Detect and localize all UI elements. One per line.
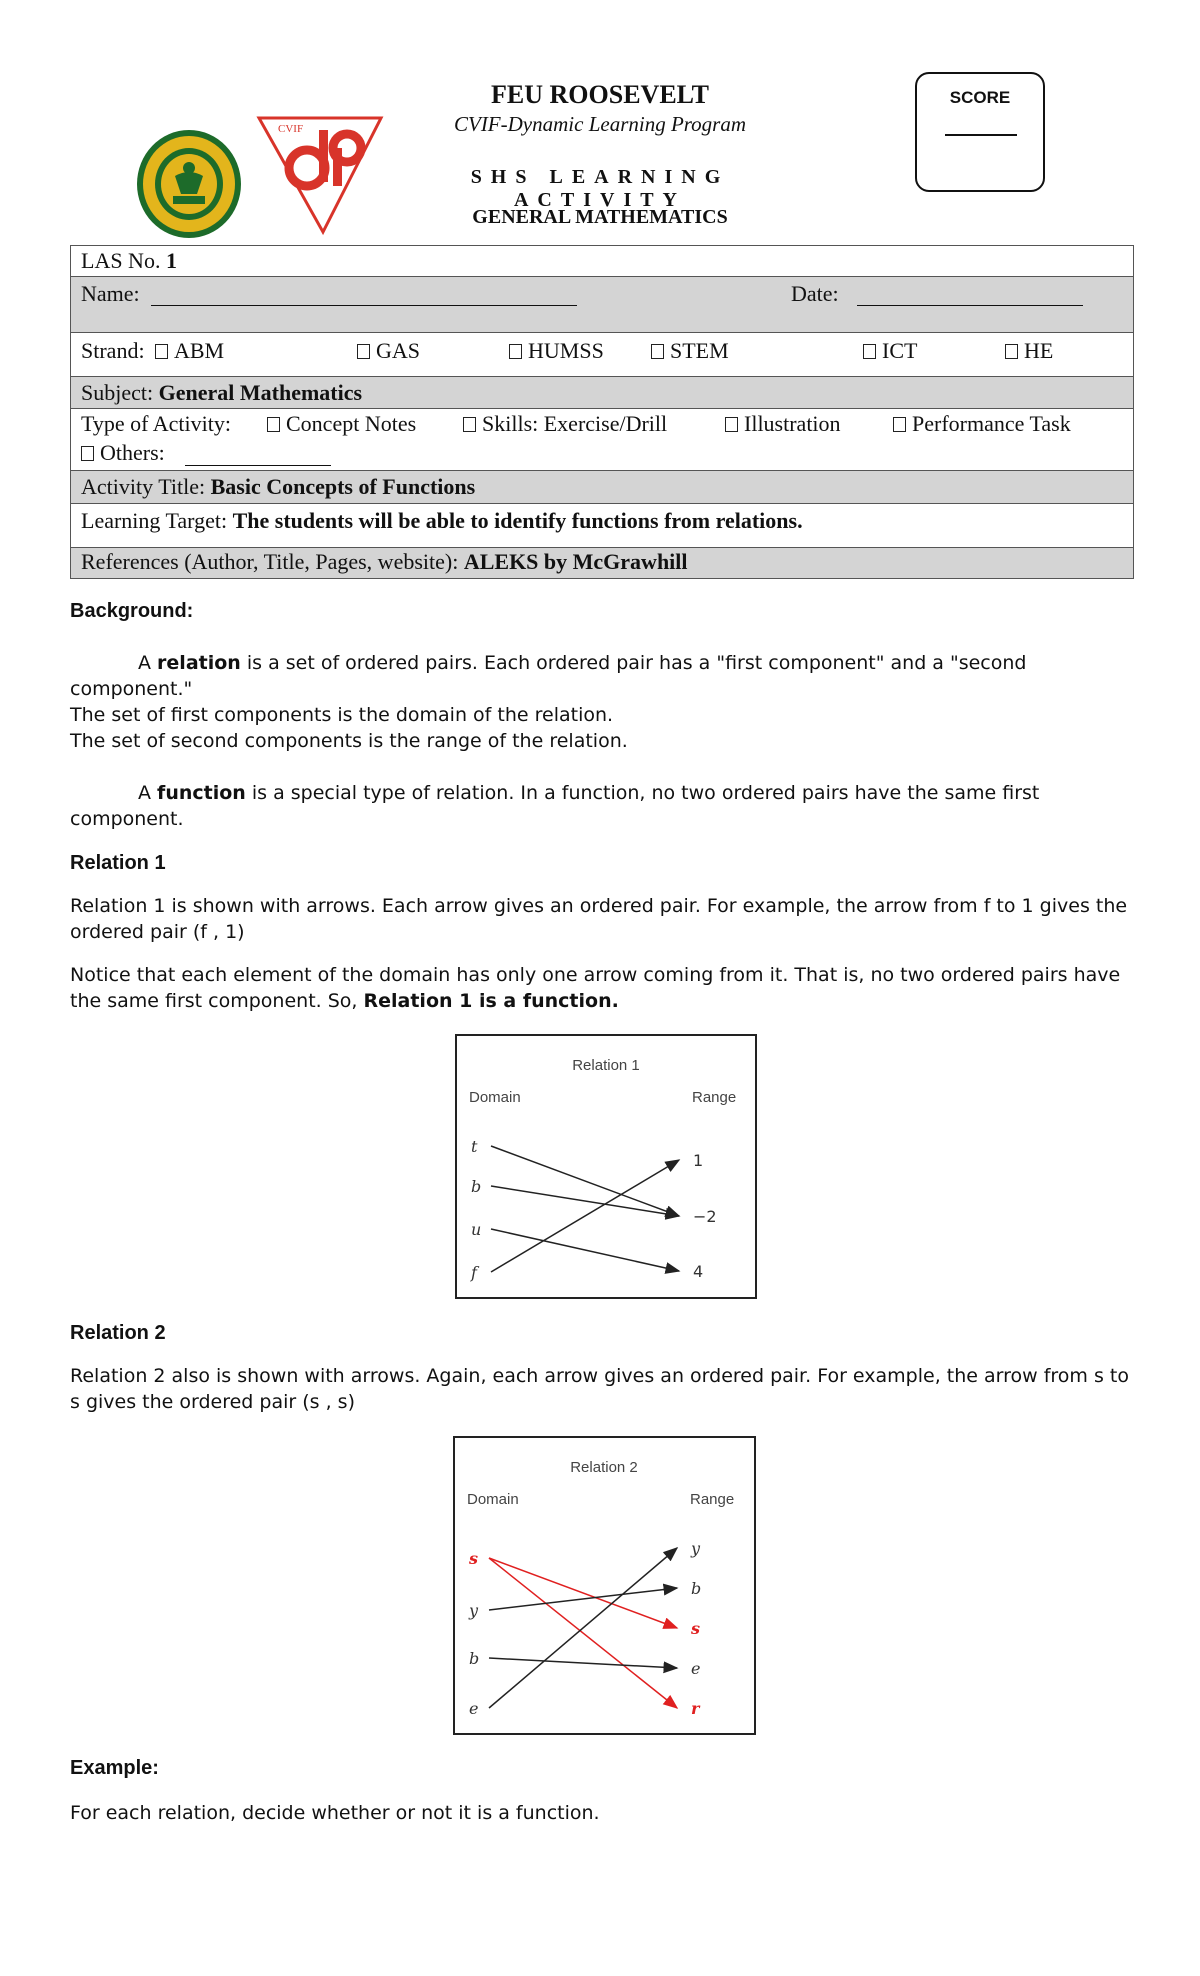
domain-element: s xyxy=(469,1549,479,1568)
domain-element: f xyxy=(471,1263,477,1282)
relation1-description: Relation 1 is shown with arrows. Each arrow gives an ordered pair. For example, the arrow from f to 1 gives the ordered pair (f , 1) xyxy=(70,895,1128,943)
range-element: 1 xyxy=(693,1151,704,1170)
strand-gas-label: GAS xyxy=(376,338,421,363)
activity-form xyxy=(70,245,1134,579)
name-date-row xyxy=(71,277,1133,333)
mapping-arrow xyxy=(491,1229,679,1271)
function-term: function xyxy=(157,782,246,804)
type-skills-label: Skills: Exercise/Drill xyxy=(482,411,668,436)
feu-roosevelt-logo xyxy=(135,128,243,240)
score-line[interactable] xyxy=(945,134,1017,136)
las-row xyxy=(71,246,1133,277)
range-element: e xyxy=(691,1659,701,1678)
dlp-logo xyxy=(255,112,385,237)
strand-gas[interactable] xyxy=(357,338,420,364)
diagram-title: Relation 2 xyxy=(570,1459,638,1476)
strand-ict-label: ICT xyxy=(882,338,918,363)
type-label: Type of Activity: xyxy=(81,411,231,436)
p4-text-b: is a special type of relation. In a function, no two ordered pairs have the same first component. xyxy=(70,782,1040,830)
checkbox-icon xyxy=(863,344,876,359)
strand-ict[interactable] xyxy=(863,338,917,364)
relation2-heading: Relation 2 xyxy=(70,1322,166,1344)
background-heading: Background: xyxy=(70,600,194,622)
subject-value: General Mathematics xyxy=(158,380,363,405)
domain-element: b xyxy=(471,1177,482,1196)
range-element: r xyxy=(691,1699,700,1718)
learning-target-value: The students will be able to identify functions from relations. xyxy=(232,508,803,533)
range-label: Range xyxy=(690,1491,735,1508)
relation1-explanation-text: Notice that each element of the domain has only one arrow coming from it. That is, no two ordered pairs have the same first component. So, xyxy=(70,964,1121,1012)
score-label: SCORE xyxy=(949,88,1011,107)
type-row xyxy=(71,409,1133,471)
type-others[interactable] xyxy=(81,440,165,466)
strand-he[interactable] xyxy=(1005,338,1053,364)
checkbox-icon xyxy=(725,417,738,432)
domain-definition: The set of first components is the domain of the relation. xyxy=(70,704,614,726)
function-definition xyxy=(70,780,1140,832)
type-concept-notes[interactable] xyxy=(267,411,416,437)
date-field[interactable] xyxy=(857,283,1083,306)
type-performance-task-label: Performance Task xyxy=(912,411,1071,436)
relation1-diagram xyxy=(455,1034,757,1299)
dlp-logo-text: CVIF xyxy=(278,123,304,135)
references-value: ALEKS by McGrawhill xyxy=(463,549,688,574)
activity-title-value: Basic Concepts of Functions xyxy=(210,474,476,499)
example-heading: Example: xyxy=(70,1757,159,1779)
relation1-heading: Relation 1 xyxy=(70,852,166,874)
strand-label: Strand: xyxy=(81,338,145,363)
range-label: Range xyxy=(692,1089,737,1106)
las-number: 1 xyxy=(165,248,177,273)
range-element: −2 xyxy=(693,1207,717,1226)
references-label: References (Author, Title, Pages, website): xyxy=(81,549,459,574)
references-row xyxy=(71,548,1133,578)
school-name: FEU ROOSEVELT xyxy=(491,80,709,109)
domain-element: e xyxy=(469,1699,479,1718)
type-concept-notes-label: Concept Notes xyxy=(286,411,417,436)
checkbox-icon xyxy=(509,344,522,359)
score-box xyxy=(915,72,1045,192)
mapping-arrow xyxy=(491,1146,679,1216)
strand-humss-label: HUMSS xyxy=(528,338,604,363)
relation1-conclusion: Relation 1 is a function. xyxy=(363,990,619,1012)
mapping-arrow xyxy=(489,1548,677,1708)
type-others-label: Others: xyxy=(100,440,165,465)
type-skills[interactable] xyxy=(463,411,667,437)
activity-type-title: SHS LEARNING ACTIVITY xyxy=(470,166,730,211)
checkbox-icon xyxy=(357,344,370,359)
others-field[interactable] xyxy=(185,443,331,466)
mapping-arrow xyxy=(489,1558,677,1708)
type-illustration-label: Illustration xyxy=(744,411,841,436)
strand-abm-label: ABM xyxy=(174,338,225,363)
checkbox-icon xyxy=(893,417,906,432)
domain-label: Domain xyxy=(469,1089,521,1106)
strand-row xyxy=(71,333,1133,377)
example-instruction: For each relation, decide whether or not it is a function. xyxy=(70,1802,600,1824)
name-label: Name: xyxy=(81,281,140,306)
target-row xyxy=(71,504,1133,548)
las-label: LAS No. xyxy=(81,248,161,273)
diagram-title: Relation 1 xyxy=(572,1057,640,1074)
strand-stem[interactable] xyxy=(651,338,729,364)
title-row xyxy=(71,471,1133,504)
p4-text-a: A xyxy=(138,782,158,804)
relation2-description: Relation 2 also is shown with arrows. Again, each arrow gives an ordered pair. For example, the arrow from s to s gives the ordered pair (s , s) xyxy=(70,1365,1129,1413)
p1-text-b: is a set of ordered pairs. Each ordered pair has a "first component" and a "second component." xyxy=(70,652,1027,700)
mapping-arrow xyxy=(491,1160,679,1272)
relation-term: relation xyxy=(157,652,241,674)
domain-element: u xyxy=(471,1220,482,1239)
checkbox-icon xyxy=(81,446,94,461)
mapping-arrow xyxy=(489,1588,677,1610)
mapping-arrow xyxy=(489,1558,677,1628)
program-name: CVIF-Dynamic Learning Program xyxy=(453,112,747,136)
learning-target-label: Learning Target: xyxy=(81,508,228,533)
name-field[interactable] xyxy=(151,283,577,306)
domain-element: b xyxy=(469,1649,480,1668)
subject-row xyxy=(71,377,1133,409)
range-element: 4 xyxy=(693,1262,704,1281)
domain-label: Domain xyxy=(467,1491,519,1508)
domain-element: y xyxy=(469,1601,479,1620)
checkbox-icon xyxy=(651,344,664,359)
checkbox-icon xyxy=(155,344,168,359)
range-element: y xyxy=(691,1539,701,1558)
type-performance-task[interactable] xyxy=(893,411,1071,437)
relation1-explanation xyxy=(70,962,1140,1014)
p1-text-a: A xyxy=(138,652,158,674)
relation2-diagram xyxy=(453,1436,756,1735)
mapping-arrow xyxy=(491,1186,679,1216)
subject-heading: GENERAL MATHEMATICS xyxy=(472,206,728,228)
date-label: Date: xyxy=(791,281,839,306)
range-definition: The set of second components is the range of the relation. xyxy=(70,730,628,752)
subject-label: Subject: xyxy=(81,380,154,405)
relation-definition xyxy=(70,650,1140,702)
strand-abm[interactable] xyxy=(155,338,224,364)
checkbox-icon xyxy=(1005,344,1018,359)
type-illustration[interactable] xyxy=(725,411,841,437)
strand-he-label: HE xyxy=(1024,338,1054,363)
checkbox-icon xyxy=(463,417,476,432)
strand-humss[interactable] xyxy=(509,338,604,364)
activity-title-label: Activity Title: xyxy=(81,474,206,499)
mapping-arrow xyxy=(489,1658,677,1668)
range-element: b xyxy=(691,1579,702,1598)
checkbox-icon xyxy=(267,417,280,432)
strand-stem-label: STEM xyxy=(670,338,729,363)
range-element: s xyxy=(691,1619,701,1638)
domain-element: t xyxy=(471,1137,478,1156)
